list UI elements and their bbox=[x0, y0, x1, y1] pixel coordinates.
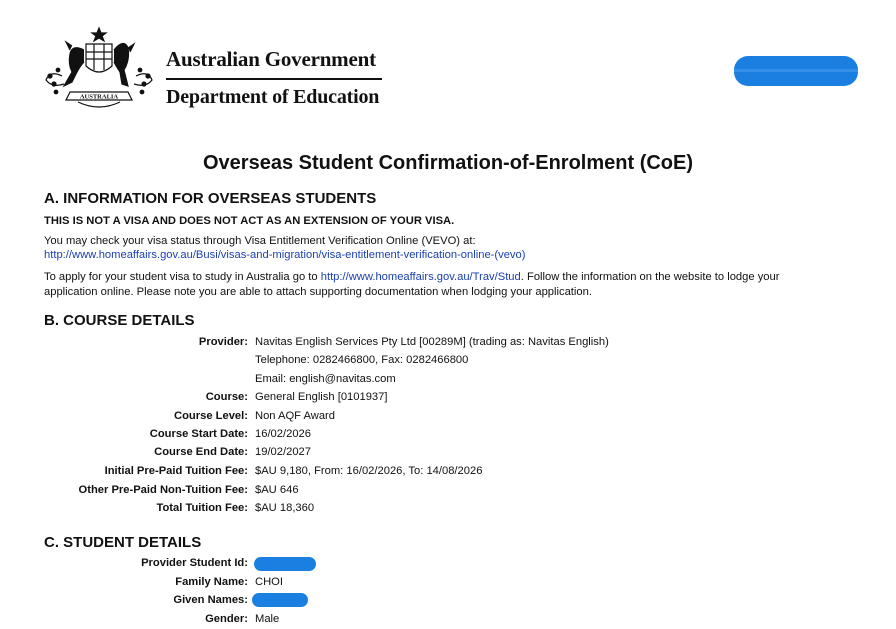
student-row-family-name bbox=[0, 576, 896, 592]
field-label: Initial Pre-Paid Tuition Fee: bbox=[104, 465, 248, 477]
course-row-email bbox=[0, 373, 896, 389]
apply-line-2: application online. Please note you are able to attach supporting documentation when lodging your application. bbox=[44, 286, 592, 298]
field-value: Telephone: 0282466800, Fax: 0282466800 bbox=[255, 354, 469, 366]
student-visa-link[interactable]: http://www.homeaffairs.gov.au/Trav/Stud bbox=[320, 271, 521, 283]
field-label: Other Pre-Paid Non-Tuition Fee: bbox=[78, 484, 248, 496]
field-value: 16/02/2026 bbox=[255, 428, 311, 440]
course-row-non-tuition-fee bbox=[0, 484, 896, 500]
field-value: Non AQF Award bbox=[255, 410, 336, 422]
field-label: Given Names: bbox=[173, 594, 248, 606]
field-label: Provider: bbox=[198, 336, 248, 348]
course-row-provider bbox=[0, 336, 896, 352]
crest-scroll-text: AUSTRALIA bbox=[79, 93, 119, 101]
field-label: Family Name: bbox=[175, 576, 248, 588]
section-a-heading: A. INFORMATION FOR OVERSEAS STUDENTS bbox=[44, 190, 377, 207]
section-b-heading: B. COURSE DETAILS bbox=[44, 312, 195, 329]
field-value: $AU 18,360 bbox=[255, 502, 315, 514]
redaction-mark bbox=[254, 557, 316, 571]
apply-paragraph bbox=[44, 270, 864, 285]
course-row-start-date bbox=[0, 428, 896, 444]
student-row-id bbox=[0, 557, 896, 573]
field-value: Male bbox=[255, 613, 280, 625]
vevo-link[interactable]: http://www.homeaffairs.gov.au/Busi/visas-and-migration/visa-entitlement-verification-online-(vevo) bbox=[44, 249, 526, 261]
section-c-heading: C. STUDENT DETAILS bbox=[44, 534, 202, 551]
apply-prefix: To apply for your student visa to study in Australia go to bbox=[44, 271, 321, 283]
field-value: 19/02/2027 bbox=[255, 446, 311, 458]
field-label: Course End Date: bbox=[154, 446, 248, 458]
course-row-total-fee bbox=[0, 502, 896, 518]
field-value: CHOI bbox=[255, 576, 283, 588]
course-row-level bbox=[0, 410, 896, 426]
field-value: Navitas English Services Pty Ltd [00289M] (trading as: Navitas English) bbox=[255, 336, 609, 348]
course-row-initial-fee bbox=[0, 465, 896, 481]
field-label: Course Start Date: bbox=[149, 428, 248, 440]
wordmark-divider bbox=[166, 78, 382, 80]
student-row-given-names bbox=[0, 594, 896, 610]
redaction-mark bbox=[734, 56, 858, 86]
field-label: Gender: bbox=[205, 613, 248, 625]
visa-warning: THIS IS NOT A VISA AND DOES NOT ACT AS AN EXTENSION OF YOUR VISA. bbox=[44, 215, 455, 227]
field-value: $AU 646 bbox=[255, 484, 299, 496]
page-title: Overseas Student Confirmation-of-Enrolment (CoE) bbox=[202, 152, 694, 174]
coat-of-arms-icon bbox=[42, 26, 156, 112]
vevo-text: You may check your visa status through Visa Entitlement Verification Online (VEVO) at: bbox=[44, 235, 476, 247]
field-value: Email: english@navitas.com bbox=[255, 373, 396, 385]
field-label: Total Tuition Fee: bbox=[156, 502, 248, 514]
redaction-mark bbox=[252, 593, 308, 607]
course-row-end-date bbox=[0, 446, 896, 462]
field-label: Course: bbox=[205, 391, 248, 403]
department-name: Department of Education bbox=[166, 85, 380, 108]
field-value: General English [0101937] bbox=[255, 391, 388, 403]
student-row-gender bbox=[0, 613, 896, 629]
gov-name: Australian Government bbox=[166, 47, 376, 71]
field-label: Course Level: bbox=[174, 410, 248, 422]
field-value: $AU 9,180, From: 16/02/2026, To: 14/08/2026 bbox=[255, 465, 483, 477]
field-label: Provider Student Id: bbox=[141, 557, 248, 569]
course-row-telephone bbox=[0, 354, 896, 370]
government-wordmark bbox=[166, 46, 382, 109]
apply-suffix: . Follow the information on the website to lodge your bbox=[520, 271, 780, 283]
course-row-course bbox=[0, 391, 896, 407]
